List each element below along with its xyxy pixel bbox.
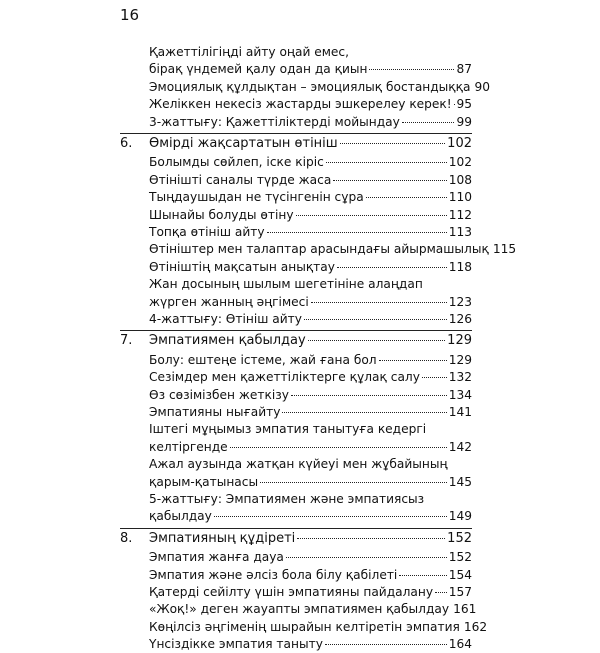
toc-page-number: 90 <box>474 79 491 94</box>
toc-entry-title: «Жоқ!» деген жауапты эмпатиямен қабылдау <box>149 602 450 617</box>
toc-page-number: 134 <box>448 387 472 402</box>
toc-entry-title: 3-жаттығу: Қажеттіліктерді мойындау <box>149 114 400 129</box>
toc-page-number: 152 <box>448 550 472 565</box>
toc-entry-title: Эмпатиямен қабылдау <box>149 333 306 349</box>
toc-entry-title: 4-жаттығу: Өтініш айту <box>149 312 302 326</box>
toc-entry[interactable] <box>149 154 472 171</box>
toc-entry-title: келтіргенде <box>149 439 228 454</box>
toc-entry-title: Тыңдаушыдан не түсінгенін сұра <box>149 190 364 205</box>
dot-leader <box>399 574 446 576</box>
toc-entry-title: Эмоциялық құлдықтан – эмоциялық бостандыққа <box>149 79 471 94</box>
dot-leader <box>369 68 454 70</box>
toc-page-number: 161 <box>453 602 477 617</box>
toc-entry-title: Шынайы болуды өтіну <box>149 207 294 222</box>
chapter-number: 8. <box>120 530 133 546</box>
toc-entry-title: Эмпатияны нығайту <box>149 405 281 419</box>
toc-entry[interactable] <box>149 172 472 189</box>
toc-entry-title: Қатерді сейілту үшін эмпатияны пайдалану <box>149 585 434 599</box>
toc-entry-title: бірақ үндемей қалу одан да қиын <box>149 62 368 77</box>
toc-page-number: 126 <box>448 312 472 326</box>
chapter-separator <box>120 528 472 529</box>
toc-entry-title: Өз сөзімізбен жеткізу <box>149 387 289 402</box>
toc-entry-title: Болымды сөйлеп, іске кіріс <box>149 155 324 170</box>
toc-entry-line: Іштегі мұңымыз эмпатия танытуға кедергі <box>149 422 427 437</box>
toc-entry-title: Өтініштің мақсатын анықтау <box>149 259 335 274</box>
toc-page-number: 157 <box>448 585 472 599</box>
toc-entry[interactable] <box>149 474 472 491</box>
toc-entry-title: Сезімдер мен қажеттіліктерге құлақ салу <box>149 370 420 385</box>
toc-entry[interactable] <box>149 207 472 224</box>
toc-page-number: 145 <box>448 474 472 489</box>
dot-leader <box>282 411 446 413</box>
dot-leader <box>296 214 447 216</box>
toc-chapter[interactable] <box>120 332 472 349</box>
toc-entry-line: 5-жаттығу: Эмпатиямен және эмпатиясыз <box>149 492 425 506</box>
toc-entry[interactable] <box>149 584 472 601</box>
chapter-number: 7. <box>120 333 133 349</box>
dot-leader <box>337 266 447 268</box>
dot-leader <box>402 121 455 123</box>
toc-page-number: 141 <box>448 405 472 419</box>
toc-entry[interactable] <box>149 311 472 328</box>
toc-page-number: 154 <box>448 567 472 582</box>
toc-page-number: 95 <box>456 97 472 112</box>
dot-leader <box>366 196 447 198</box>
toc-entry-line: Ажал аузында жатқан күйеуі мен жұбайының <box>149 457 448 472</box>
toc-page-number: 102 <box>448 155 472 170</box>
dot-leader <box>422 376 447 378</box>
toc-entry[interactable] <box>149 636 472 653</box>
toc-entry-title: қарым-қатынасы <box>149 474 259 489</box>
toc-page-number: 149 <box>448 509 472 524</box>
toc-page-number: 129 <box>448 352 472 367</box>
toc-entry-title: Топқа өтініш айту <box>149 225 265 239</box>
toc-page-number: 162 <box>463 619 488 634</box>
toc-page-number: 108 <box>448 172 472 187</box>
toc-page-number: 110 <box>448 190 472 205</box>
dot-leader <box>214 515 447 517</box>
toc-entry-title: Өтінішті саналы түрде жаса <box>149 172 332 187</box>
toc-page-number: 152 <box>447 530 472 546</box>
toc-page-number: 118 <box>448 259 472 274</box>
toc-entry[interactable] <box>149 189 472 206</box>
toc-entry[interactable] <box>149 224 472 241</box>
toc-page-number: 112 <box>448 207 472 222</box>
dot-leader <box>297 537 445 539</box>
dot-leader <box>326 161 447 163</box>
dot-leader <box>286 556 447 558</box>
toc-entry[interactable] <box>149 387 472 404</box>
toc-page-number: 102 <box>447 136 472 151</box>
toc-page-number: 132 <box>448 370 472 385</box>
toc-entry[interactable] <box>149 369 472 386</box>
dot-leader <box>308 339 445 341</box>
toc-page-number: 113 <box>448 225 472 239</box>
dot-leader <box>454 103 455 105</box>
toc-entry-line: Жан досының шылым шегетініне алаңдап <box>149 277 423 292</box>
dot-leader <box>379 359 447 361</box>
toc-chapter[interactable] <box>120 135 472 152</box>
toc-chapter[interactable] <box>120 530 472 547</box>
toc-page-number: 115 <box>492 242 517 257</box>
toc-entry[interactable] <box>149 294 472 311</box>
dot-leader <box>311 301 447 303</box>
toc-entry-title: Өмірді жақсартатын өтініш <box>149 136 338 151</box>
toc-entry[interactable] <box>149 619 488 636</box>
toc-entry-title: Эмпатия және әлсіз бола білу қабілеті <box>149 567 398 582</box>
toc-entry-title: қабылдау <box>149 509 212 524</box>
toc-entry[interactable] <box>149 439 472 456</box>
toc-entry[interactable] <box>149 352 472 369</box>
dot-leader <box>260 481 447 483</box>
toc-entry-title: Өтініштер мен талаптар арасындағы айырмашылық <box>149 242 489 257</box>
toc-entry[interactable] <box>149 549 472 566</box>
toc-entry[interactable] <box>149 241 517 258</box>
dot-leader <box>325 643 447 645</box>
toc-entry-title: Болу: ештеңе істеме, жай ғана бол <box>149 352 377 367</box>
toc-entry[interactable] <box>149 404 472 421</box>
dot-leader <box>340 142 445 144</box>
toc-page-number: 123 <box>448 294 472 309</box>
toc-entry-title: Желіккен некесіз жастарды эшкерелеу керек! <box>149 97 452 112</box>
dot-leader <box>291 394 447 396</box>
toc-entry[interactable] <box>149 96 472 113</box>
dot-leader <box>304 318 447 320</box>
dot-leader <box>333 179 446 181</box>
toc-page-number: 164 <box>448 637 472 652</box>
page-number: 16 <box>120 6 140 24</box>
chapter-separator <box>120 330 472 331</box>
toc-entry[interactable] <box>149 61 472 78</box>
toc-entry[interactable] <box>149 508 472 525</box>
toc-entry[interactable] <box>149 259 472 276</box>
toc-entry-title: Көңілсіз әңгіменің шырайын келтіретін эмпатия <box>149 619 460 634</box>
toc-page-number: 99 <box>456 114 472 129</box>
chapter-separator <box>120 133 472 134</box>
dot-leader <box>435 591 447 593</box>
toc-entry-line: Қажеттілігіңді айту оңай емес, <box>149 45 349 59</box>
toc-entry[interactable] <box>149 567 472 584</box>
toc-entry-title: Эмпатияның құдіреті <box>149 530 296 546</box>
toc-page-number: 129 <box>447 333 472 349</box>
toc-page-number: 87 <box>456 62 472 77</box>
toc-entry[interactable] <box>149 114 472 131</box>
toc-entry-title: жүрген жанның әңгімесі <box>149 294 309 309</box>
toc-page-number: 142 <box>448 439 472 454</box>
chapter-number: 6. <box>120 136 133 151</box>
toc-entry-title: Үнсіздікке эмпатия таныту <box>149 637 323 652</box>
toc-entry-title: Эмпатия жанға дауа <box>149 550 284 565</box>
toc-entry[interactable] <box>149 79 491 96</box>
dot-leader <box>230 446 447 448</box>
dot-leader <box>267 231 447 233</box>
toc-entry[interactable] <box>149 601 477 618</box>
